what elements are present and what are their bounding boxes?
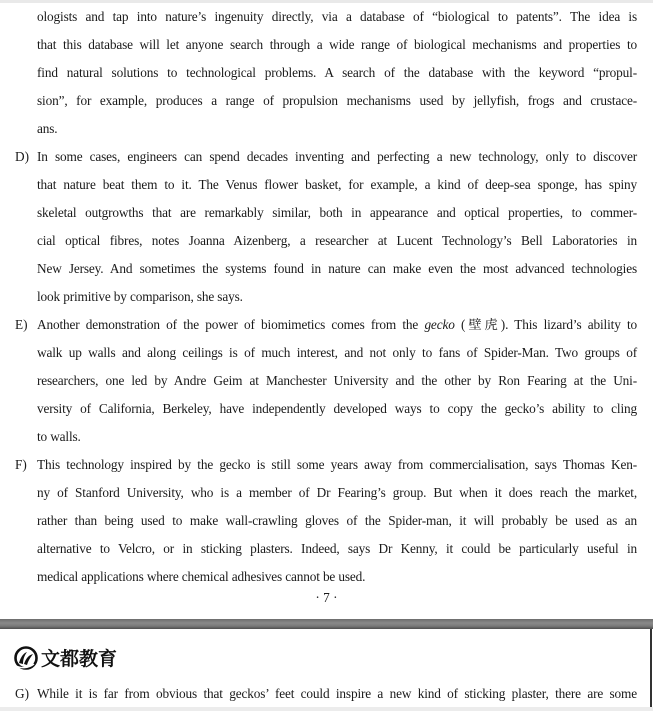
paragraph-d-line: that nature beat them to it. The Venus flower basket, for example, a kind of deep-sea sponge, has spiny: [37, 177, 637, 192]
page-number: · 7 ·: [315, 590, 338, 605]
paragraph-g-line: While it is far from obvious that geckos’ feet could inspire a new kind of sticking plaster, there are some: [37, 686, 637, 701]
paragraph-c-line: sion”, for example, produces a range of propulsion mechanisms used by jellyfish, frogs and crustace-: [37, 93, 637, 108]
paragraph-e-text: (壁虎). This lizard’s ability to: [454, 317, 637, 332]
paragraph-f-label: F): [15, 457, 27, 472]
paragraph-f-line: medical applications where chemical adhesives cannot be used.: [37, 569, 366, 584]
viewer-bottom-edge: [0, 707, 653, 711]
page-separator: [0, 619, 653, 629]
paragraph-f-line: alternative to Velcro, or in sticking plasters. Indeed, says Dr Kenny, it could be particularly useful in: [37, 541, 637, 556]
wendu-logo-icon: [14, 646, 38, 670]
paragraph-e-label: E): [15, 317, 28, 332]
paragraph-e-line: walk up walls and along ceilings is of much interest, and not only to fans of Spider-Man. Two groups of: [37, 345, 637, 360]
paragraph-d-line: look primitive by comparison, she says.: [37, 289, 243, 304]
paragraph-f-line: This technology inspired by the gecko is still some years away from commercialisation, says Thomas Ken-: [37, 457, 637, 472]
paragraph-g-label: G): [15, 686, 30, 701]
paragraph-c-line: that this database will let anyone search through a wide range of biological mechanisms and properties to: [37, 37, 637, 52]
paragraph-f-line: ny of Stanford University, who is a member of Dr Fearing’s group. But when it does reach the market,: [37, 485, 637, 500]
paragraph-c-line: ans.: [37, 121, 58, 136]
paragraph-d-line: New Jersey. And sometimes the systems found in nature can make even the most advanced technologies: [37, 261, 637, 276]
paragraph-f-line: rather than being used to make wall-crawling gloves of the Spider-man, it will probably be used as an: [37, 513, 637, 528]
paragraph-c-line: ologists and tap into nature’s ingenuity directly, via a database of “biological to patents”. The idea is: [37, 9, 637, 24]
paragraph-e-line: researchers, one led by Andre Geim at Manchester University and the other by Ron Fearing at the Uni-: [37, 373, 637, 388]
brand-logo: [14, 644, 117, 671]
italic-term-gecko: gecko: [424, 317, 455, 332]
paragraph-d-label: D): [15, 149, 30, 164]
paragraph-d-line: cial optical fibres, notes Joanna Aizenberg, a researcher at Lucent Technology’s Bell Laboratories in: [37, 233, 637, 248]
paragraph-e-line: [37, 317, 637, 333]
document-page-7: [0, 3, 653, 619]
paragraph-c-line: find natural solutions to technological problems. A search of the database with the keyword “propul-: [37, 65, 637, 80]
document-page-8: [0, 629, 652, 707]
paragraph-e-line: versity of California, Berkeley, have independently developed ways to copy the gecko’s ability to cling: [37, 401, 637, 416]
paragraph-e-line: to walls.: [37, 429, 81, 444]
paragraph-e-text: Another demonstration of the power of biomimetics comes from the: [37, 317, 425, 332]
brand-logo-text: 文都教育: [41, 648, 118, 670]
paragraph-d-line: In some cases, engineers can spend decades inventing and perfecting a new technology, only to discover: [37, 149, 637, 164]
paragraph-d-line: skeletal outgrowths that are remarkably similar, both in appearance and optical properties, to commer-: [37, 205, 637, 220]
